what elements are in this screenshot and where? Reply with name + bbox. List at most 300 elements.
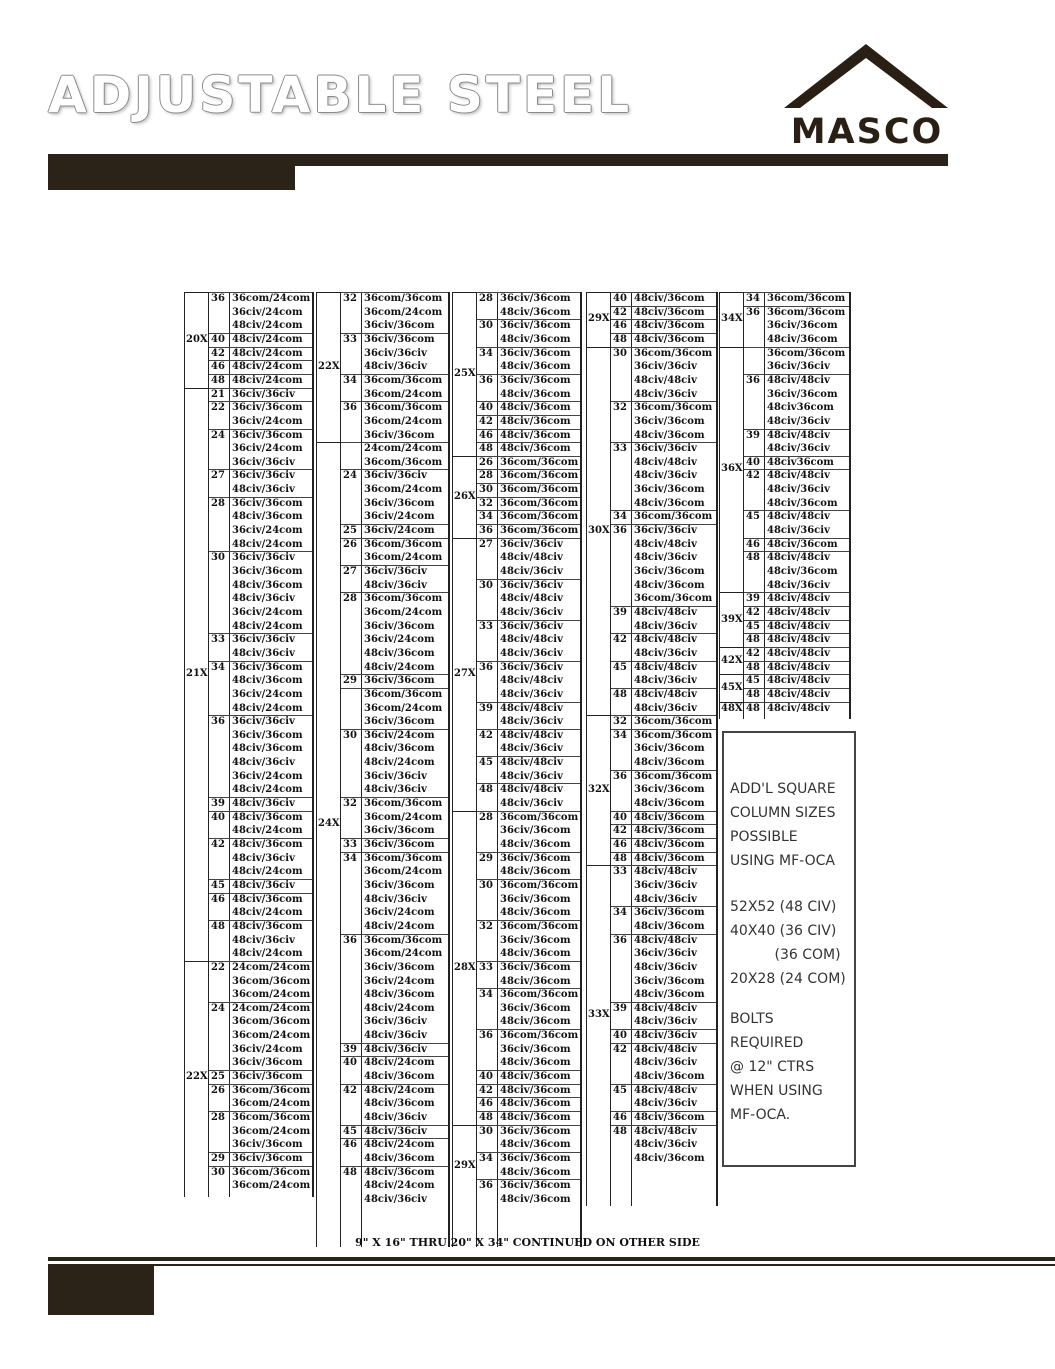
table-row: 36com/36com [232,1016,311,1028]
table-row: 48civ/36civ [634,961,697,973]
size-number: 28 [343,593,357,605]
table-row: 48civ/36civ [767,579,830,591]
size-number: 45 [343,1125,357,1137]
table-row: 48civ/36com [364,1071,435,1083]
size-number: 39 [746,593,760,605]
table-row: 48civ/36com [500,1139,571,1151]
table-row: 48civ/36com [500,839,571,850]
table-row: 36civ/36com [500,320,571,332]
table-row: 36com/36com [767,293,846,304]
group-label: 20X [186,333,208,345]
table-row: 48civ/36com [500,388,571,400]
table-row: 48civ/36civ [634,620,697,632]
table-row: 36civ/36civ [500,620,563,632]
group-label: 30X [588,524,610,536]
table-row: 48civ/36com [232,811,303,823]
size-number: 40 [479,1071,493,1083]
column-rule [448,292,450,1247]
table-row: 48civ/36com [500,443,571,455]
table-row: 36civ/24com [364,511,435,523]
table-row: 36com/36com [500,525,579,537]
size-number: 28 [211,497,225,509]
table-row: 36civ/24com [364,525,435,537]
table-row: 48civ/36com [500,306,571,318]
table-row: 48civ/36com [767,333,838,345]
table-row: 48civ/48civ [634,1002,697,1014]
size-number: 48 [613,688,627,700]
table-row: 36civ/36com [364,839,435,850]
table-row: 48civ/48civ [634,1084,697,1096]
table-row: 36civ/36com [232,402,303,414]
table-row: 48civ/36com [500,948,571,960]
table-row: 36com/36com [634,402,713,414]
size-number: 26 [479,456,493,468]
table-row: 36com/36com [364,593,443,605]
table-row: 36com/24com [364,702,443,714]
table-row: 36com/36com [767,306,846,318]
table-row: 48civ/36civ [364,1125,427,1137]
size-number: 42 [746,647,760,659]
size-number: 46 [211,361,225,373]
table-row: 48civ/48civ [767,374,830,386]
table-row: 48civ/36com [500,1071,571,1083]
table-row: 36com/36com [364,798,443,810]
size-number: 32 [479,920,493,932]
size-number: 36 [479,525,493,537]
table-row: 36civ/24com [232,606,303,618]
group-label: 33X [588,1009,610,1021]
table-row: 36com/36com [634,729,713,741]
table-row: 48civ/48civ [634,634,697,646]
table-row: 48civ/24com [232,320,303,332]
table-row: 36com/36com [364,934,443,946]
table-column [719,292,851,719]
table-column [184,292,314,1197]
table-row: 48civ/36civ [500,688,563,700]
table-row: 48civ/36com [500,415,571,427]
size-group [452,811,476,1126]
table-row: 48civ/36civ [364,1043,427,1055]
size-group [184,292,208,389]
table-row: 36com/24com [364,415,443,427]
table-row: 36com/24com [232,989,311,1001]
size-number: 48 [746,661,760,673]
size-number: 36 [211,716,225,728]
table-row: 48civ/24com [232,702,303,714]
table-row: 48civ/48civ [634,934,697,946]
continued-note: 9" X 16" THRU 20" X 34" CONTINUED ON OTHER SIDE [355,1236,700,1249]
note-line: COLUMN SIZES [730,805,836,821]
table-row: 48civ/24com [232,784,303,796]
table-row: 48civ/36civ [500,566,563,577]
size-number: 39 [613,1002,627,1014]
size-number: 46 [613,1112,627,1123]
size-number: 30 [479,879,493,891]
size-number: 33 [613,443,627,455]
size-number: 30 [479,484,493,496]
size-number: 25 [343,525,357,537]
table-row: 36com/24com [364,552,443,564]
size-number: 48 [746,702,760,714]
table-row: 36civ/36civ [232,716,295,728]
group-label: 29X [454,1159,476,1171]
group-label: 34X [721,313,743,325]
size-number: 34 [211,661,225,673]
footer-rule-thin [48,1264,1055,1266]
table-row: 48civ/36com [634,920,705,932]
table-row: 36civ/36civ [364,566,427,577]
table-row: 48civ/36com [767,538,838,550]
size-number: 26 [343,538,357,550]
table-row: 36civ/36com [500,893,571,905]
size-number: 40 [613,1030,627,1042]
group-label: 32X [588,784,610,796]
table-row: 36civ/36civ [634,443,697,455]
table-row: 48civ/48civ [634,606,697,618]
table-row: 36com/36com [500,484,579,496]
table-row: 36com/36com [232,1166,311,1178]
group-label: 22X [186,1070,208,1082]
table-row: 48civ/36civ [500,770,563,782]
size-number: 48 [746,552,760,564]
table-row: 36com/36com [500,989,579,1001]
table-row: 48civ/48civ [500,729,563,741]
table-row: 36civ/36com [767,320,838,332]
table-row: 48civ/36com [500,975,571,987]
table-row: 36com/36com [634,347,713,359]
table-row: 36civ/36com [500,1180,571,1192]
note-box [722,731,856,1167]
table-row: 48civ/36civ [364,893,427,905]
table-row: 48civ/48civ [634,456,697,468]
table-row: 36civ/36com [364,429,435,441]
size-number: 36 [343,402,357,414]
table-row: 48civ/36com [634,757,705,769]
table-row: 48civ/48civ [767,634,830,646]
note-line: REQUIRED [730,1035,804,1051]
table-row: 36civ/36com [500,1043,571,1055]
table-row: 36civ/24com [364,634,435,646]
table-row: 36civ/36civ [364,470,427,482]
size-number: 42 [613,306,627,318]
table-row: 48civ/36civ [232,934,295,946]
size-number: 32 [613,716,627,728]
table-row: 48civ/48civ [767,511,830,523]
table-row: 36civ/36com [634,975,705,987]
table-row: 36civ/36civ [634,879,697,891]
table-row: 48civ/36civ [500,606,563,618]
size-number: 36 [479,661,493,673]
table-row: 36civ/36com [634,484,705,496]
size-number: 40 [613,293,627,304]
table-row: 36civ/36com [634,784,705,796]
table-row: 36com/36com [364,688,443,700]
column-rule [580,292,582,1247]
table-row: 36civ/36com [364,620,435,632]
table-row: 48civ/36com [500,429,571,441]
size-number: 34 [343,374,357,386]
group-label: 36X [721,463,743,475]
table-row: 48civ/36com [634,798,705,810]
table-row: 36civ/36com [364,825,435,837]
size-number: 48 [613,1125,627,1137]
table-row: 48civ/36civ [500,647,563,659]
table-row: 48civ/24com [232,538,303,550]
table-row: 48civ/36com [634,989,705,1001]
size-number: 48 [479,784,493,796]
table-row: 48civ/36com [500,1057,571,1069]
table-row: 48civ/36com [500,1084,571,1096]
size-number: 34 [479,989,493,1001]
size-number: 30 [479,579,493,591]
table-row: 36civ/24com [232,525,303,537]
table-row: 36civ/36civ [364,1016,427,1028]
size-number: 40 [211,811,225,823]
size-number: 32 [479,497,493,509]
size-number: 36 [211,293,225,304]
table-row: 48civ/48civ [500,784,563,796]
size-number: 28 [479,811,493,823]
table-row: 48civ/36civ [364,1030,427,1042]
table-row: 48civ/48civ [634,538,697,550]
size-number: 34 [613,729,627,741]
table-row: 48civ/48civ [634,374,697,386]
size-number: 36 [613,770,627,782]
table-row: 48civ/48civ [634,688,697,700]
table-row: 36civ/36com [232,729,303,741]
table-row: 36com/24com [364,484,443,496]
size-group [452,538,476,812]
table-row: 48civ/24com [364,1180,435,1192]
size-number: 46 [479,429,493,441]
size-number: 28 [479,293,493,304]
table-row: 48civ/48civ [767,661,830,673]
table-row: 36civ/36com [364,333,435,345]
table-row: 36civ/36com [500,852,571,864]
table-row: 48civ/36civ [232,879,295,891]
table-row: 48civ/36civ [767,415,830,427]
table-row: 48civ/24com [364,1057,435,1069]
size-number: 36 [746,374,760,386]
table-row: 48civ/48civ [500,675,563,687]
table-row: 48civ/24com [232,333,303,345]
table-row: 48civ/36civ [232,647,295,659]
size-number: 30 [211,552,225,564]
table-row: 48civ/36civ [767,484,830,496]
table-row: 48civ/48civ [767,606,830,618]
size-number: 22 [211,402,225,414]
table-row: 48civ/36civ [634,1016,697,1028]
size-number: 40 [613,811,627,823]
table-row: 48civ/36com [500,1166,571,1178]
table-row: 36civ/36civ [232,388,295,400]
table-row: 48civ/36civ [364,361,427,373]
table-row: 36civ/24com [232,1043,303,1055]
size-number: 27 [479,538,493,550]
table-row: 36civ/36com [364,675,435,687]
size-number: 42 [343,1084,357,1096]
size-number: 40 [343,1057,357,1069]
table-row: 36com/24com [232,1030,311,1042]
size-number: 45 [211,879,225,891]
table-row: 24com/24com [232,1002,311,1014]
size-number: 30 [479,320,493,332]
table-row: 36com/36com [500,920,579,932]
group-label: 26X [454,490,476,502]
table-row: 36civ/36civ [364,770,427,782]
size-group [184,961,208,1194]
size-group [316,442,340,1207]
size-number: 45 [613,1084,627,1096]
size-group [452,1125,476,1208]
table-row: 36civ/36com [232,1152,303,1164]
group-label: 42X [721,654,743,666]
table-row: 48civ/36com [500,1016,571,1028]
size-number: 33 [343,839,357,850]
table-row: 48civ/36civ [767,443,830,455]
table-row: 48civ/24com [364,1002,435,1014]
size-number: 24 [343,470,357,482]
footer-block [48,1266,154,1315]
table-row: 36civ/36com [232,1139,303,1151]
size-number: 48 [613,333,627,345]
size-number: 36 [613,525,627,537]
table-row: 36com/24com [364,388,443,400]
table-row: 48civ/36com [364,647,435,659]
table-row: 48civ/36com [500,1193,571,1205]
size-number: 36 [479,1180,493,1192]
table-row: 48civ/48civ [767,647,830,659]
table-row: 36civ/36com [232,497,303,509]
size-number: 46 [746,538,760,550]
table-row: 36civ/36com [500,293,571,304]
table-row: 48civ36com [767,456,834,468]
table-row: 36civ/36civ [232,456,295,468]
table-row: 48civ/24com [232,907,303,919]
table-row: 48civ/36com [634,579,705,591]
table-row: 36civ/24com [232,443,303,455]
size-number: 45 [746,675,760,687]
table-row: 48civ/36com [634,811,705,823]
table-column [316,292,450,1211]
table-row: 36com/24com [364,606,443,618]
size-number: 27 [211,470,225,482]
note-line: USING MF-OCA [730,853,835,869]
table-row: 48civ/36civ [500,798,563,810]
table-row: 48civ/36civ [634,893,697,905]
table-row: 48civ/48civ [767,593,830,605]
group-label: 22X [318,361,340,373]
table-row: 48civ/36com [232,579,303,591]
table-row: 48civ/36civ [634,1098,697,1110]
table-row: 48civ/36civ [232,798,295,810]
size-group [719,592,743,648]
size-number: 32 [343,293,357,304]
table-row: 48civ/24com [364,757,435,769]
table-row: 48civ/36com [364,989,435,1001]
note-line: POSSIBLE [730,829,798,845]
table-row: 36com/36com [364,293,443,304]
size-number: 39 [479,702,493,714]
table-row: 36civ/36com [364,716,435,728]
size-number: 33 [613,866,627,878]
group-label: 24X [318,818,340,830]
table-row: 48civ/48civ [634,661,697,673]
table-row: 36civ/36com [500,1152,571,1164]
table-row: 48civ/36com [634,852,705,864]
size-group [719,674,743,702]
table-row: 48civ/24com [364,1139,435,1151]
size-number: 32 [343,798,357,810]
table-row: 36com/24com [232,1125,311,1137]
size-number: 39 [613,606,627,618]
table-row: 36com/36com [634,593,713,605]
note-line: @ 12" CTRS [730,1059,815,1075]
table-row: 48civ/48civ [767,675,830,687]
table-row: 48civ/36civ [364,784,427,796]
column-rule [849,292,851,719]
size-number: 42 [746,470,760,482]
size-number: 36 [479,374,493,386]
table-row: 36civ/36civ [364,347,427,359]
table-row: 36civ/36civ [634,525,697,537]
table-row: 48civ/36civ [364,1112,427,1123]
size-number: 48 [211,374,225,386]
table-row: 48civ/36civ [364,579,427,591]
table-column [452,292,582,1211]
table-row: 48civ/36com [634,825,705,837]
size-group [719,292,743,348]
size-number: 26 [211,1084,225,1096]
table-row: 48civ/36com [364,1152,435,1164]
table-row: 36civ/36com [500,1125,571,1137]
size-number: 45 [479,757,493,769]
table-row: 36civ/36com [500,374,571,386]
table-row: 48civ/36com [634,1112,705,1123]
table-row: 48civ/36civ [634,702,697,714]
table-row: 48civ/36com [364,1166,435,1178]
size-number: 48 [211,920,225,932]
size-number: 34 [613,907,627,919]
size-number: 46 [613,839,627,850]
size-number: 42 [746,606,760,618]
table-row: 36civ/36com [634,743,705,755]
table-row: 48civ/24com [232,948,303,960]
table-row: 48civ/48civ [500,634,563,646]
table-row: 36civ/24com [364,975,435,987]
table-row: 36civ/36com [232,429,303,441]
note-line: WHEN USING [730,1083,823,1099]
size-number: 33 [343,333,357,345]
table-row: 48civ/36civ [634,675,697,687]
table-row: 36com/36com [500,811,579,823]
group-label: 25X [454,367,476,379]
table-row: 48civ/36com [767,497,838,509]
table-row: 48civ/36com [634,429,705,441]
table-row: 48civ/36civ [364,1193,427,1205]
table-row: 36com/36com [634,770,713,782]
table-row: 36civ/36civ [232,634,295,646]
table-row: 48civ/48civ [634,866,697,878]
table-row: 36com/36com [364,456,443,468]
table-row: 48civ/36civ [232,852,295,864]
size-number: 46 [479,1098,493,1110]
size-number: 25 [211,1071,225,1083]
table-row: 48civ/36com [500,1112,571,1123]
table-row: 36civ/36com [364,320,435,332]
size-number: 24 [211,429,225,441]
group-label: 48X [721,702,743,714]
